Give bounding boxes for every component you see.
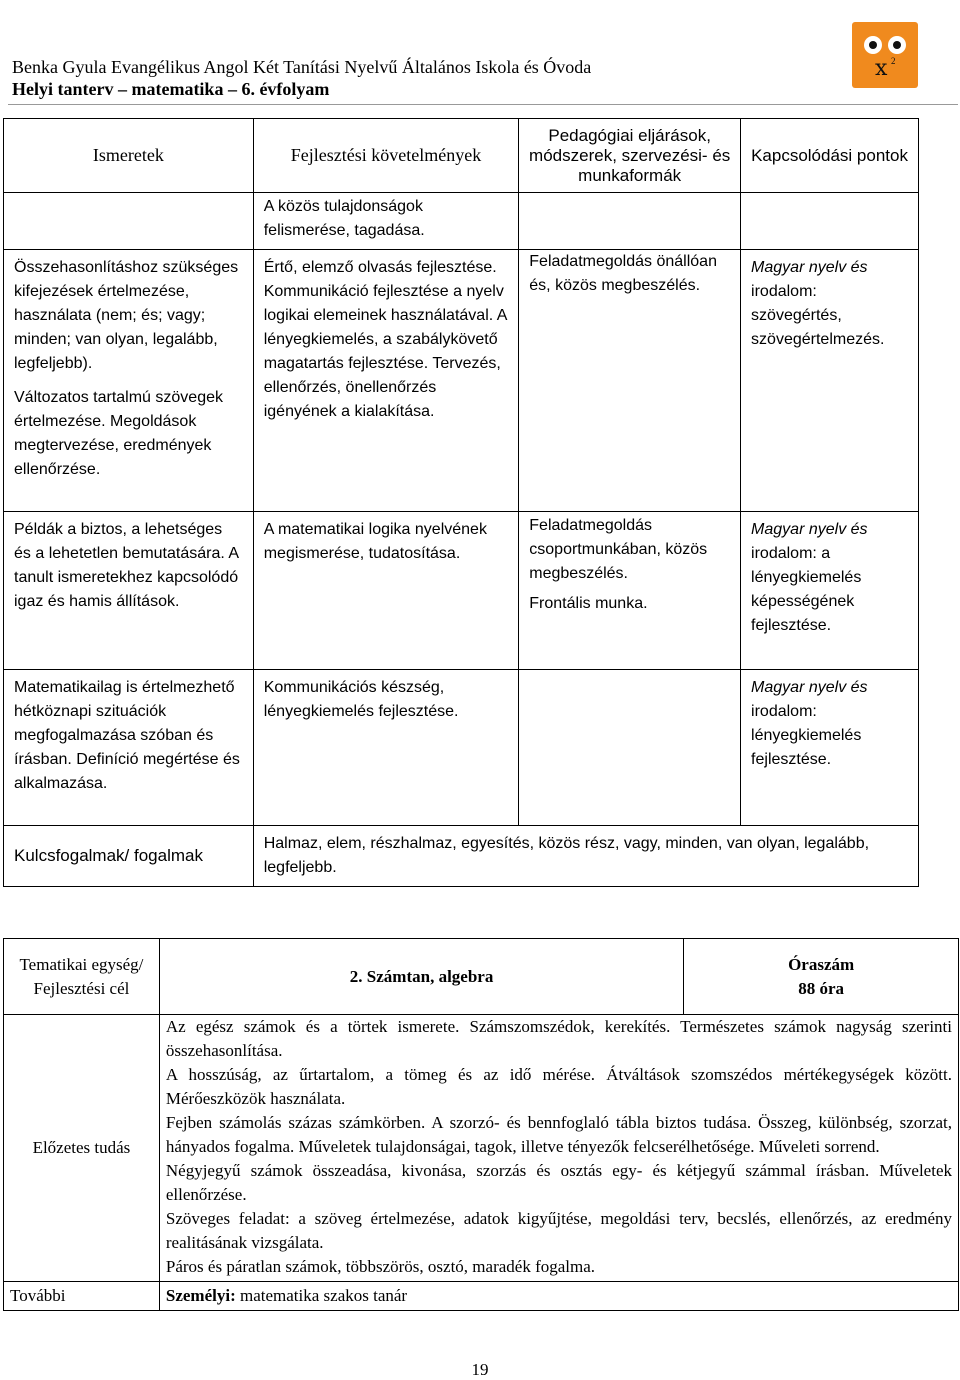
cell-ismeretek: Példák a biztos, a lehetséges és a lehetetlen bemutatására. A tanult ismeretekhez kapcsolódó igaz és hamis állítások. <box>4 512 254 670</box>
cell-fejlesztes: Értő, elemző olvasás fejlesztése. Kommunikáció fejlesztése a nyelv logikai elemeinek használatával. A lényegkiemelés, a szabálykövető magatartás fejlesztése. Tervezés, ellenőrzés, önellenőrzés igényének a kialakítása. <box>253 250 519 512</box>
tovabbi-label: További <box>4 1282 160 1311</box>
thematic-unit-table <box>3 938 959 1311</box>
kulcsfogalmak-label: Kulcsfogalmak/ fogalmak <box>4 826 254 887</box>
subject-detail: irodalom: szövegértés, szövegértelmezés. <box>751 283 885 348</box>
competency-table <box>3 118 919 887</box>
hours-cell <box>684 939 959 1015</box>
ismeretek-p1: Összehasonlításhoz szükséges kifejezések értelmezése, használata (nem; és; vagy; minden; van olyan, legalább, legfeljebb). <box>14 259 239 372</box>
table-row <box>4 939 959 1015</box>
tematikai-label: Tematikai egység/ Fejlesztési cél <box>4 939 160 1015</box>
prior-item: A hosszúság, az űrtartalom, a tömeg és az idő mérése. Átváltások szomszédos mértékegységek között. Mérőeszközök használata. <box>165 1065 952 1108</box>
cell-empty <box>519 193 741 250</box>
kulcsfogalmak-value: Halmaz, elem, részhalmaz, egyesítés, közös rész, vagy, minden, van olyan, legalább, legfeljebb. <box>253 826 918 887</box>
subject-name: Magyar nyelv és <box>751 521 868 538</box>
header-ismeretek: Ismeretek <box>4 119 254 193</box>
table-row <box>4 670 919 826</box>
table-row <box>4 826 919 887</box>
cell-ismeretek: Matematikailag is értelmezhető hétköznapi szituációk megfogalmazása szóban és írásban. Definíció megértése és alkalmazása. <box>4 670 254 826</box>
unit-title: 2. Számtan, algebra <box>159 939 683 1015</box>
table-row <box>4 250 919 512</box>
cell-kapcsolodas <box>741 250 919 512</box>
header-pedagogiai: Pedagógiai eljárások, módszerek, szervezési- és munkaformák <box>519 119 741 193</box>
subject-name: Magyar nyelv és <box>751 679 868 696</box>
curriculum-title: Helyi tanterv – matematika – 6. évfolyam <box>12 79 330 99</box>
prior-item: Az egész számok és a törtek ismerete. Számszomszédok, kerekítés. Természetes számok nagyság szerinti összehasonlítása. <box>165 1017 952 1060</box>
cell-pedagogiai: Feladatmegoldás önállóan és, közös megbeszélés. <box>519 250 741 512</box>
cell-kapcsolodas <box>741 670 919 826</box>
owl-eye-right-icon <box>888 36 906 54</box>
cell-kozos-tulajdonsagok: A közös tulajdonságok felismerése, tagadása. <box>253 193 519 250</box>
owl-eye-left-icon <box>864 36 882 54</box>
pedagogiai-p1: Feladatmegoldás csoportmunkában, közös megbeszélés. <box>529 517 708 582</box>
elozetes-content <box>159 1015 958 1282</box>
cell-empty <box>4 193 254 250</box>
cell-pedagogiai <box>519 512 741 670</box>
cell-fejlesztes: Kommunikációs készség, lényegkiemelés fejlesztése. <box>253 670 519 826</box>
hours-value: 88 óra <box>798 978 845 998</box>
hours-label: Óraszám <box>788 954 855 974</box>
prior-item: Szöveges feladat: a szöveg értelmezése, adatok kigyűjtése, megoldási terv, becslés, ellenőrzés, az eredmény realitásának vizsgálata. <box>165 1209 952 1252</box>
prior-item: Fejben számolás százas számkörben. A szorzó- és bennfoglaló tábla biztos tudása. Összeg, különbség, szorzat, hányados fogalma. Műveletek tulajdonságai, tagok, illetve tényezők felcserélhetősége. Műveleti sorrend. <box>165 1113 952 1156</box>
ismeretek-p2: Változatos tartalmú szövegek értelmezése. Megoldások megtervezése, eredmények ellenőrzése. <box>14 389 223 478</box>
cell-ismeretek <box>4 250 254 512</box>
page-header <box>12 56 922 100</box>
szemelyi-value: matematika szakos tanár <box>235 1286 408 1305</box>
subject-detail: irodalom: lényegkiemelés fejlesztése. <box>751 703 862 768</box>
cell-empty <box>741 193 919 250</box>
subject-detail: irodalom: a lényegkiemelés képességének fejlesztése. <box>751 545 862 634</box>
prior-item: Páros és páratlan számok, többszörös, osztó, maradék fogalma. <box>165 1257 596 1276</box>
school-name: Benka Gyula Evangélikus Angol Két Tanítási Nyelvű Általános Iskola és Óvoda <box>12 57 592 77</box>
pedagogiai-p2: Frontális munka. <box>529 595 648 612</box>
elozetes-label: Előzetes tudás <box>4 1015 160 1282</box>
logo-letter: x <box>875 56 888 81</box>
page-number: 19 <box>471 1360 489 1379</box>
cell-pedagogiai <box>519 670 741 826</box>
table-row <box>4 193 919 250</box>
cell-fejlesztes: A matematikai logika nyelvének megismerése, tudatosítása. <box>253 512 519 670</box>
subject-name: Magyar nyelv és <box>751 259 868 276</box>
table-header-row <box>4 119 919 193</box>
owl-logo-icon <box>852 22 918 88</box>
tovabbi-content <box>159 1282 958 1311</box>
header-divider <box>8 104 958 105</box>
table-row <box>4 1282 959 1311</box>
table-row <box>4 1015 959 1282</box>
logo-superscript: 2 <box>891 56 896 66</box>
cell-kapcsolodas <box>741 512 919 670</box>
szemelyi-label: Személyi: <box>165 1286 236 1305</box>
header-fejlesztesi: Fejlesztési követelmények <box>253 119 519 193</box>
header-kapcsolodasi: Kapcsolódási pontok <box>741 119 919 193</box>
table-row <box>4 512 919 670</box>
prior-item: Négyjegyű számok összeadása, kivonása, szorzás és osztás egy- és kétjegyű számmal írásban. Műveletek ellenőrzése. <box>165 1161 952 1204</box>
